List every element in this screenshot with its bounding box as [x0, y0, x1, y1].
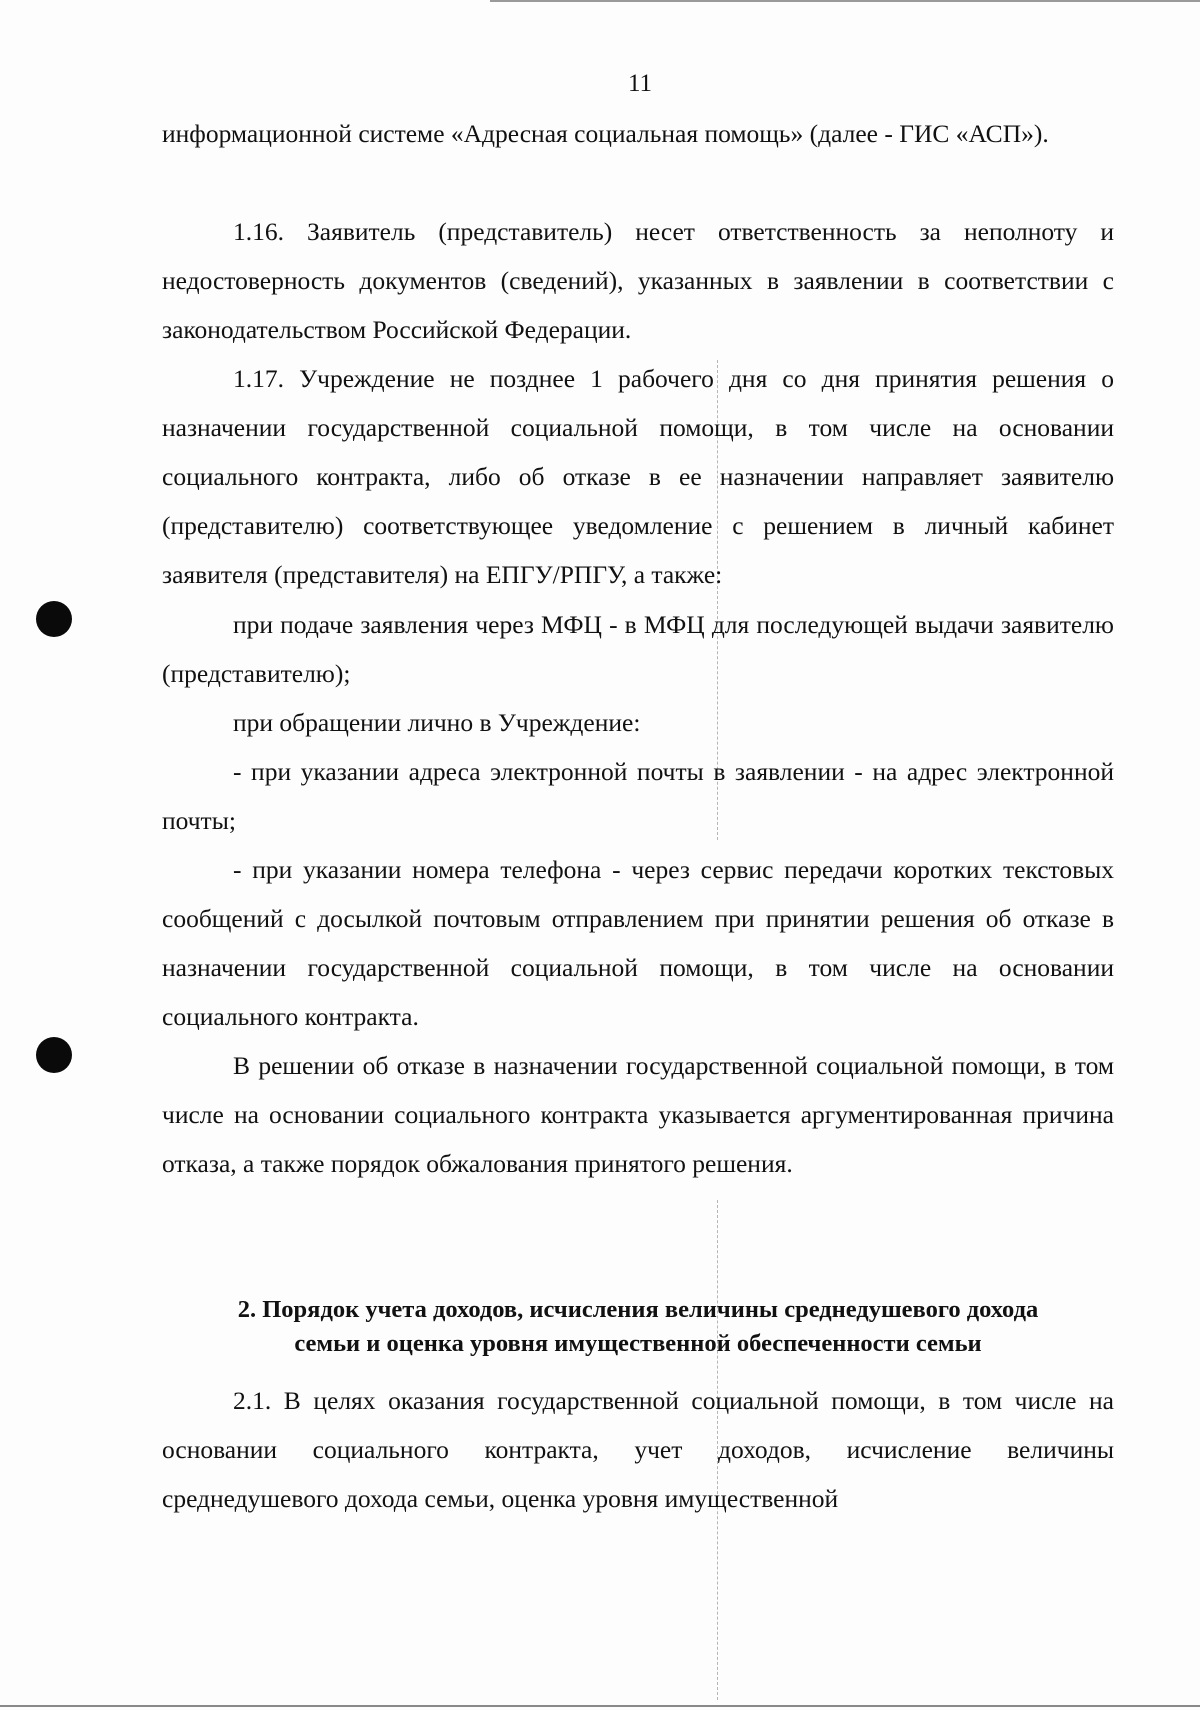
punch-hole-mark: [36, 1037, 72, 1073]
paragraph: В решении об отказе в назначении государственной социальной помощи, в том числе на основании социального контракта указывается аргументированная причина отказа, а также порядок обжалования принятого решения.: [162, 1051, 1114, 1178]
section-heading: [162, 1293, 1114, 1361]
paragraph: при подаче заявления через МФЦ - в МФЦ для последующей выдачи заявителю (представителю);: [162, 610, 1114, 688]
paragraph: информационной системе «Адресная социальная помощь» (далее - ГИС «АСП»).: [162, 119, 1049, 148]
punch-hole-mark: [36, 601, 72, 637]
section-heading-line: 2. Порядок учета доходов, исчисления величины среднедушевого дохода: [237, 1296, 1039, 1323]
paragraph-1-17: 1.17. Учреждение не позднее 1 рабочего дня со дня принятия решения о назначении государственной социальной помощи, в том числе на основании социального контракта, либо об отказе в ее назначении направляет заявителю (представителю) соответствующее уведомление с решением в личный кабинет заявителя (представителя) на ЕПГУ/РПГУ, а также:: [162, 364, 1114, 589]
paragraph-2-1: 2.1. В целях оказания государственной социальной помощи, в том числе на основании социального контракта, учет доходов, исчисление величины среднедушевого дохода семьи, оценка уровня имущественной: [162, 1386, 1114, 1513]
paragraph: - при указании номера телефона - через сервис передачи коротких текстовых сообщений с досылкой почтовым отправлением при принятии решения об отказе в назначении государственной социальной помощи, в том числе на основании социального контракта.: [162, 855, 1114, 1031]
paragraph: - при указании адреса электронной почты в заявлении - на адрес электронной почты;: [162, 757, 1114, 835]
section-heading-line: семьи и оценка уровня имущественной обеспеченности семьи: [294, 1330, 982, 1357]
paragraph-1-16: 1.16. Заявитель (представитель) несет ответственность за неполноту и недостоверность документов (сведений), указанных в заявлении в соответствии с законодательством Российской Федерации.: [162, 217, 1114, 344]
page-number: 11: [627, 70, 653, 97]
scan-top-edge: [490, 0, 1200, 2]
scan-bottom-edge: [0, 1705, 1200, 1707]
paragraph: при обращении лично в Учреждение:: [233, 708, 641, 737]
